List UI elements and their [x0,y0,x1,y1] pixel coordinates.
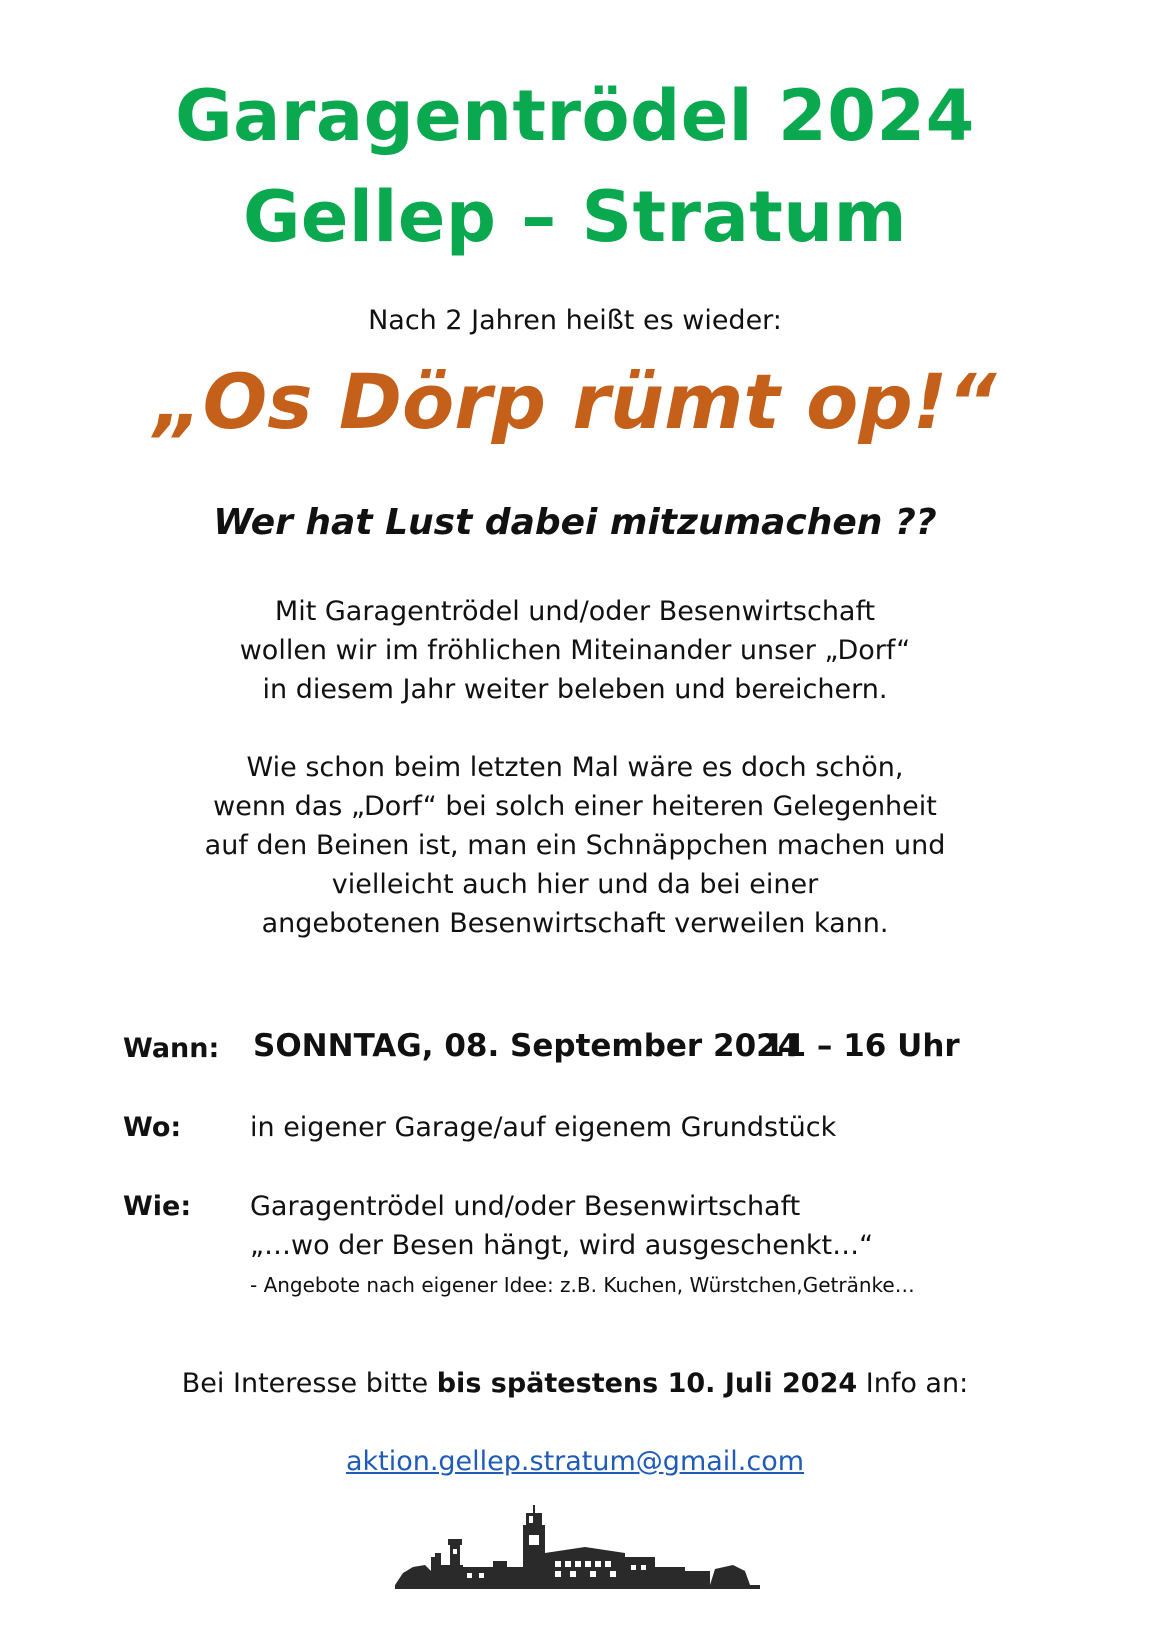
paragraph-2-line: wenn das „Dorf“ bei solch einer heiteren Gelegenheit [213,791,937,822]
event-location: in eigener Garage/auf eigenem Grundstück [250,1112,837,1143]
paragraph-1-line: Mit Garagentrödel und/oder Besenwirtschaft [274,596,876,627]
paragraph-1 [0,592,1150,709]
event-date: SONNTAG, 08. September 2024 [253,1028,800,1064]
wo-label: Wo: [123,1112,182,1143]
intro-text: Nach 2 Jahren heißt es wieder: [368,305,782,336]
interest-suffix: Info an: [857,1368,969,1399]
email-link[interactable]: aktion.gellep.stratum@gmail.com [345,1446,805,1477]
title-line-1: Garagentrödel 2024 [175,75,975,157]
wann-label: Wann: [123,1033,220,1064]
village-skyline-icon [395,1505,760,1590]
paragraph-2 [0,748,1150,943]
interest-prefix: Bei Interesse bitte [181,1368,437,1399]
paragraph-2-line: Wie schon beim letzten Mal wäre es doch schön, [246,752,904,783]
paragraph-1-line: wollen wir im fröhlichen Miteinander unser „Dorf“ [239,635,911,666]
wie-line-1: Garagentrödel und/oder Besenwirtschaft [250,1191,801,1222]
paragraph-2-line: vielleicht auch hier und da bei einer [331,869,819,900]
question-heading: Wer hat Lust dabei mitzumachen ?? [213,502,937,543]
wie-line-3: - Angebote nach eigener Idee: z.B. Kuchen, Würstchen,Getränke… [250,1273,915,1297]
title-line-2: Gellep – Stratum [242,176,908,258]
paragraph-2-line: angebotenen Besenwirtschaft verweilen kann. [261,908,889,939]
interest-text [0,1365,1150,1403]
contact-email [0,1443,1150,1481]
interest-deadline: bis spätestens 10. Juli 2024 [436,1368,858,1399]
paragraph-1-line: in diesem Jahr weiter beleben und bereichern. [262,674,888,705]
paragraph-2-line: auf den Beinen ist, man ein Schnäppchen machen und [204,830,946,861]
event-time: 11 – 16 Uhr [763,1028,960,1064]
wie-label: Wie: [123,1191,192,1222]
wie-line-2: „…wo der Besen hängt, wird ausgeschenkt…“ [250,1230,874,1261]
slogan: „Os Dörp rümt op!“ [153,357,997,446]
